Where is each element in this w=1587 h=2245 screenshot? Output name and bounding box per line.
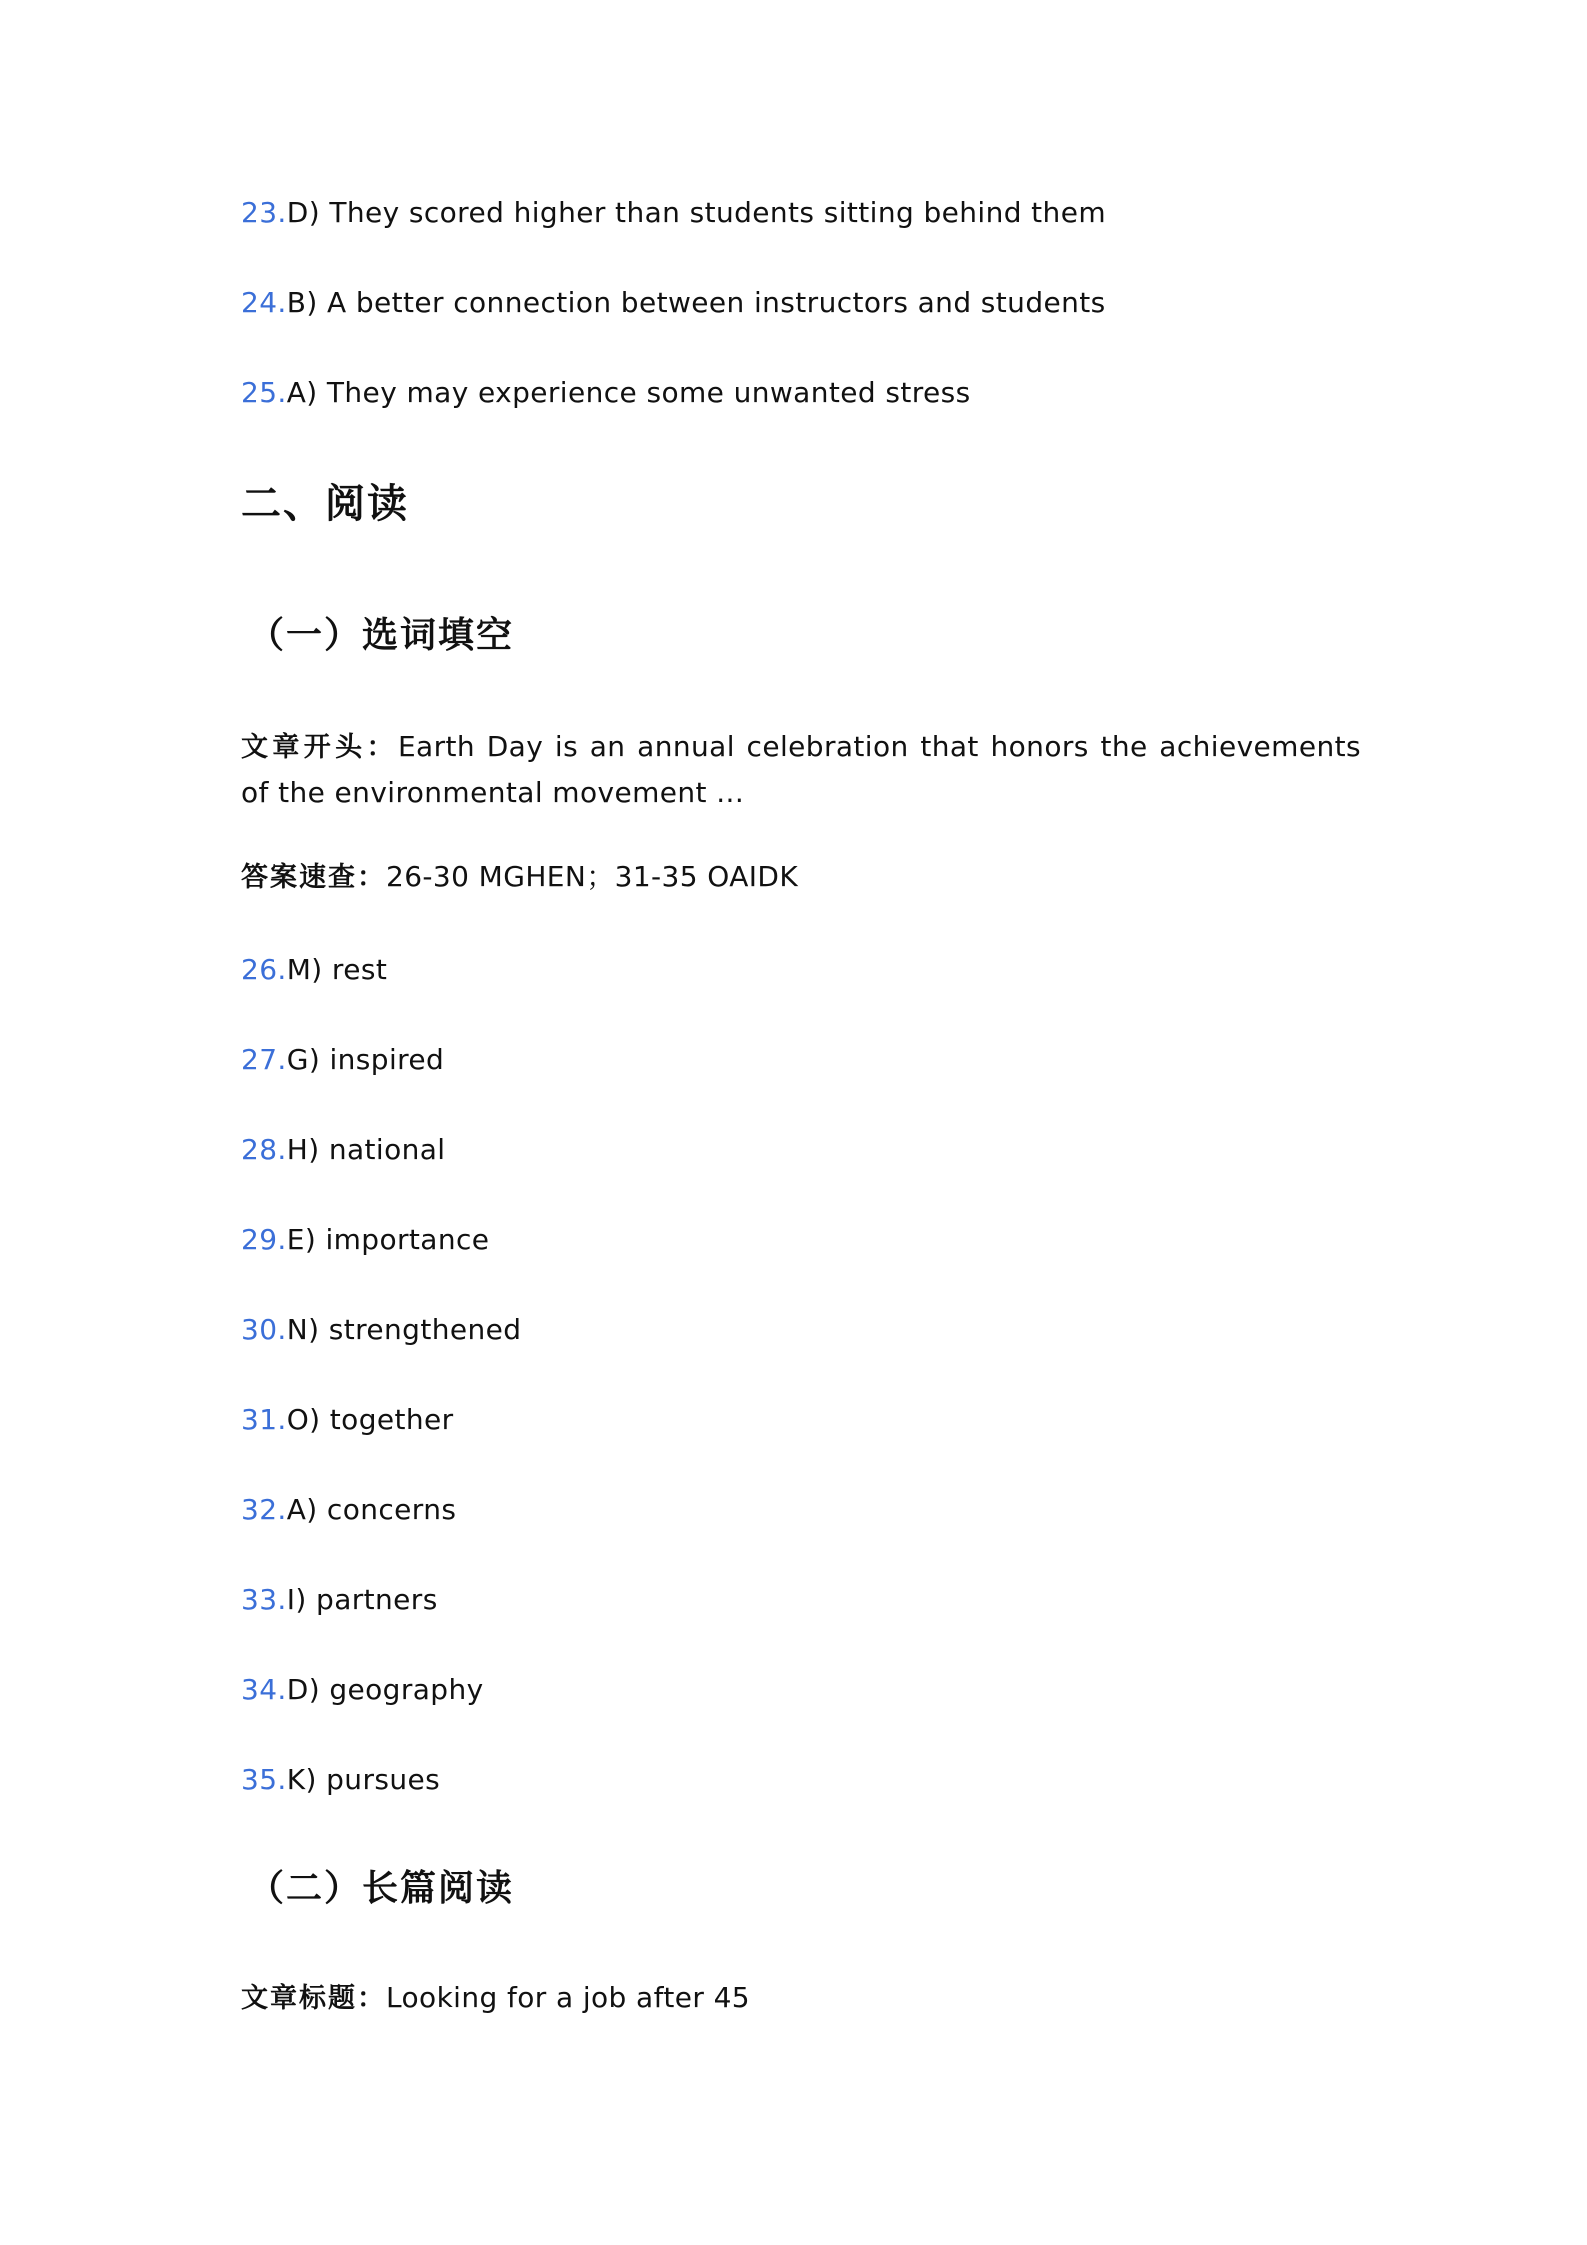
answer-item-29 — [241, 1223, 489, 1257]
answer-item-32 — [241, 1493, 456, 1527]
article-title-text: Looking for a job after 45 — [386, 1981, 750, 2014]
part1-title: （一）选词填空 — [248, 615, 515, 656]
part2-article-title — [241, 1981, 750, 2016]
answer-number: 35. — [241, 1763, 287, 1796]
part2-title: （二）长篇阅读 — [248, 1868, 515, 1909]
answer-text: O) together — [286, 1403, 454, 1436]
answer-text: D) They scored higher than students sitting behind them — [286, 196, 1107, 229]
answer-item-28 — [241, 1133, 446, 1167]
answer-text: H) national — [286, 1133, 446, 1166]
quick-text: 26-30 MGHEN；31-35 OAIDK — [386, 860, 799, 893]
answer-item-25 — [241, 376, 971, 410]
answer-number: 28. — [241, 1133, 287, 1166]
answer-text: I) partners — [286, 1583, 438, 1616]
answer-item-30 — [241, 1313, 521, 1347]
answer-item-34 — [241, 1673, 484, 1707]
answer-text: A) concerns — [286, 1493, 457, 1526]
answer-text: E) importance — [286, 1223, 490, 1256]
opening-label: 文章开头： — [241, 732, 398, 763]
answer-number: 24. — [241, 286, 287, 319]
answer-number: 31. — [241, 1403, 287, 1436]
answer-text: G) inspired — [286, 1043, 445, 1076]
article-title-label: 文章标题： — [241, 1983, 386, 2014]
part1-quick-answers — [241, 860, 798, 895]
answer-item-23 — [241, 196, 1106, 230]
answer-item-35 — [241, 1763, 440, 1797]
answer-item-31 — [241, 1403, 454, 1437]
answer-number: 33. — [241, 1583, 287, 1616]
answer-text: K) pursues — [286, 1763, 441, 1796]
answer-text: M) rest — [286, 953, 388, 986]
answer-item-27 — [241, 1043, 444, 1077]
answer-number: 30. — [241, 1313, 287, 1346]
answer-item-26 — [241, 953, 387, 987]
answer-number: 23. — [241, 196, 287, 229]
answer-number: 32. — [241, 1493, 287, 1526]
answer-item-33 — [241, 1583, 438, 1617]
answer-number: 29. — [241, 1223, 287, 1256]
answer-text: N) strengthened — [286, 1313, 522, 1346]
part1-opening — [241, 724, 1361, 815]
answer-number: 25. — [241, 376, 287, 409]
answer-text: A) They may experience some unwanted stress — [286, 376, 971, 409]
answer-number: 26. — [241, 953, 287, 986]
answer-item-24 — [241, 286, 1106, 320]
section-title-reading: 二、阅读 — [241, 481, 409, 527]
quick-label: 答案速查： — [241, 862, 386, 893]
answer-number: 34. — [241, 1673, 287, 1706]
answer-number: 27. — [241, 1043, 287, 1076]
answer-text: D) geography — [286, 1673, 484, 1706]
opening-text: Earth Day is an annual celebration that honors the achievements of the environmental movement ... — [241, 730, 1361, 809]
answer-text: B) A better connection between instructors and students — [286, 286, 1106, 319]
